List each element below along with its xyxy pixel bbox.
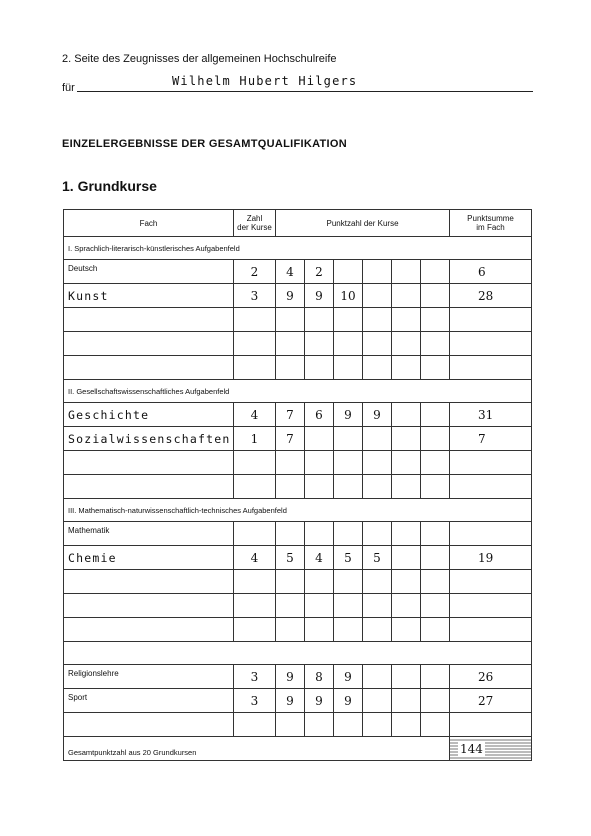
course-points: 7 [276,403,305,427]
subject-row-religionslehre [64,665,532,689]
course-points: 9 [276,665,305,689]
points-sum: 19 [450,546,532,570]
course-points: 2 [305,260,334,284]
course-points [392,689,421,713]
empty-row [64,332,532,356]
subject-name: Kunst [64,284,234,308]
course-points [276,522,305,546]
course-points [392,522,421,546]
course-points [421,665,450,689]
course-points [363,260,392,284]
points-sum: 31 [450,403,532,427]
table-header-row [64,210,532,237]
course-count [234,522,276,546]
course-count: 1 [234,427,276,451]
total-cell [450,737,532,761]
header-summe [450,210,532,237]
field-label: I. Sprachlich-literarisch-künstlerisches Aufgabenfeld [64,237,532,260]
subject-row-kunst [64,284,532,308]
subject-row-deutsch [64,260,532,284]
field-row [64,237,532,260]
field-row [64,380,532,403]
empty-row [64,356,532,380]
course-count: 2 [234,260,276,284]
header-summe-line1: Punktsumme [467,214,514,223]
header-zahl-line2: der Kurse [237,223,272,232]
empty-row [64,451,532,475]
header-fach: Fach [64,210,234,237]
subject-name: Geschichte [64,403,234,427]
course-points [392,665,421,689]
subject-name: Mathematik [64,522,234,546]
subject-name: Chemie [64,546,234,570]
course-points: 5 [334,546,363,570]
for-label: für [62,82,75,94]
course-points: 9 [334,665,363,689]
course-points: 4 [305,546,334,570]
course-count: 4 [234,546,276,570]
subject-row-sozialwissenschaften [64,427,532,451]
total-row [64,737,532,761]
course-points [334,427,363,451]
grundkurse-heading: 1. Grundkurse [62,178,157,194]
field-label: II. Gesellschaftswissenschaftliches Aufgabenfeld [64,380,532,403]
header-punktzahl: Punktzahl der Kurse [276,210,450,237]
course-points [334,522,363,546]
course-points [363,665,392,689]
course-points [334,260,363,284]
empty-row [64,618,532,642]
points-sum: 28 [450,284,532,308]
empty-row [64,475,532,499]
course-points [392,427,421,451]
empty-row [64,594,532,618]
subject-row-mathematik [64,522,532,546]
grades-table [63,209,532,761]
empty-row [64,308,532,332]
course-points [392,403,421,427]
subject-name: Sport [64,689,234,713]
course-count: 3 [234,665,276,689]
course-points [305,522,334,546]
course-points: 9 [305,284,334,308]
course-points [421,546,450,570]
course-points: 9 [276,284,305,308]
course-points: 7 [276,427,305,451]
section-heading: EINZELERGEBNISSE DER GESAMTQUALIFIKATION [62,138,347,150]
points-sum: 26 [450,665,532,689]
course-count: 3 [234,284,276,308]
points-sum: 6 [450,260,532,284]
course-points: 8 [305,665,334,689]
course-points [421,689,450,713]
points-sum: 7 [450,427,532,451]
course-points [363,427,392,451]
course-points: 6 [305,403,334,427]
field-label: III. Mathematisch-naturwissenschaftlich-technisches Aufgabenfeld [64,499,532,522]
course-count: 4 [234,403,276,427]
course-points [392,284,421,308]
subject-row-sport [64,689,532,713]
field-row [64,499,532,522]
course-points: 10 [334,284,363,308]
name-underline [77,91,533,92]
course-points: 4 [276,260,305,284]
header-zahl [234,210,276,237]
subject-name: Deutsch [64,260,234,284]
subject-name: Religionslehre [64,665,234,689]
total-label: Gesamtpunktzahl aus 20 Grundkursen [64,737,450,761]
course-count: 3 [234,689,276,713]
course-points [421,522,450,546]
points-sum: 27 [450,689,532,713]
course-points: 9 [276,689,305,713]
course-points [421,260,450,284]
course-points: 5 [363,546,392,570]
spacer-row [64,642,532,665]
course-points [392,546,421,570]
empty-row [64,713,532,737]
subject-row-geschichte [64,403,532,427]
course-points [421,403,450,427]
course-points: 9 [334,689,363,713]
course-points: 5 [276,546,305,570]
course-points: 9 [334,403,363,427]
subject-row-chemie [64,546,532,570]
course-points: 9 [363,403,392,427]
points-sum [450,522,532,546]
course-points [392,260,421,284]
subject-name: Sozialwissenschaften [64,427,234,451]
course-points [421,284,450,308]
header-summe-line2: im Fach [476,223,505,232]
course-points [363,522,392,546]
total-value: 144 [460,741,483,756]
course-points [363,689,392,713]
course-points: 9 [305,689,334,713]
course-points [421,427,450,451]
empty-row [64,570,532,594]
student-name: Wilhelm Hubert Hilgers [172,74,358,88]
document-subtitle: 2. Seite des Zeugnisses der allgemeinen Hochschulreife [62,53,337,65]
header-zahl-line1: Zahl [246,214,263,223]
course-points [305,427,334,451]
course-points [363,284,392,308]
